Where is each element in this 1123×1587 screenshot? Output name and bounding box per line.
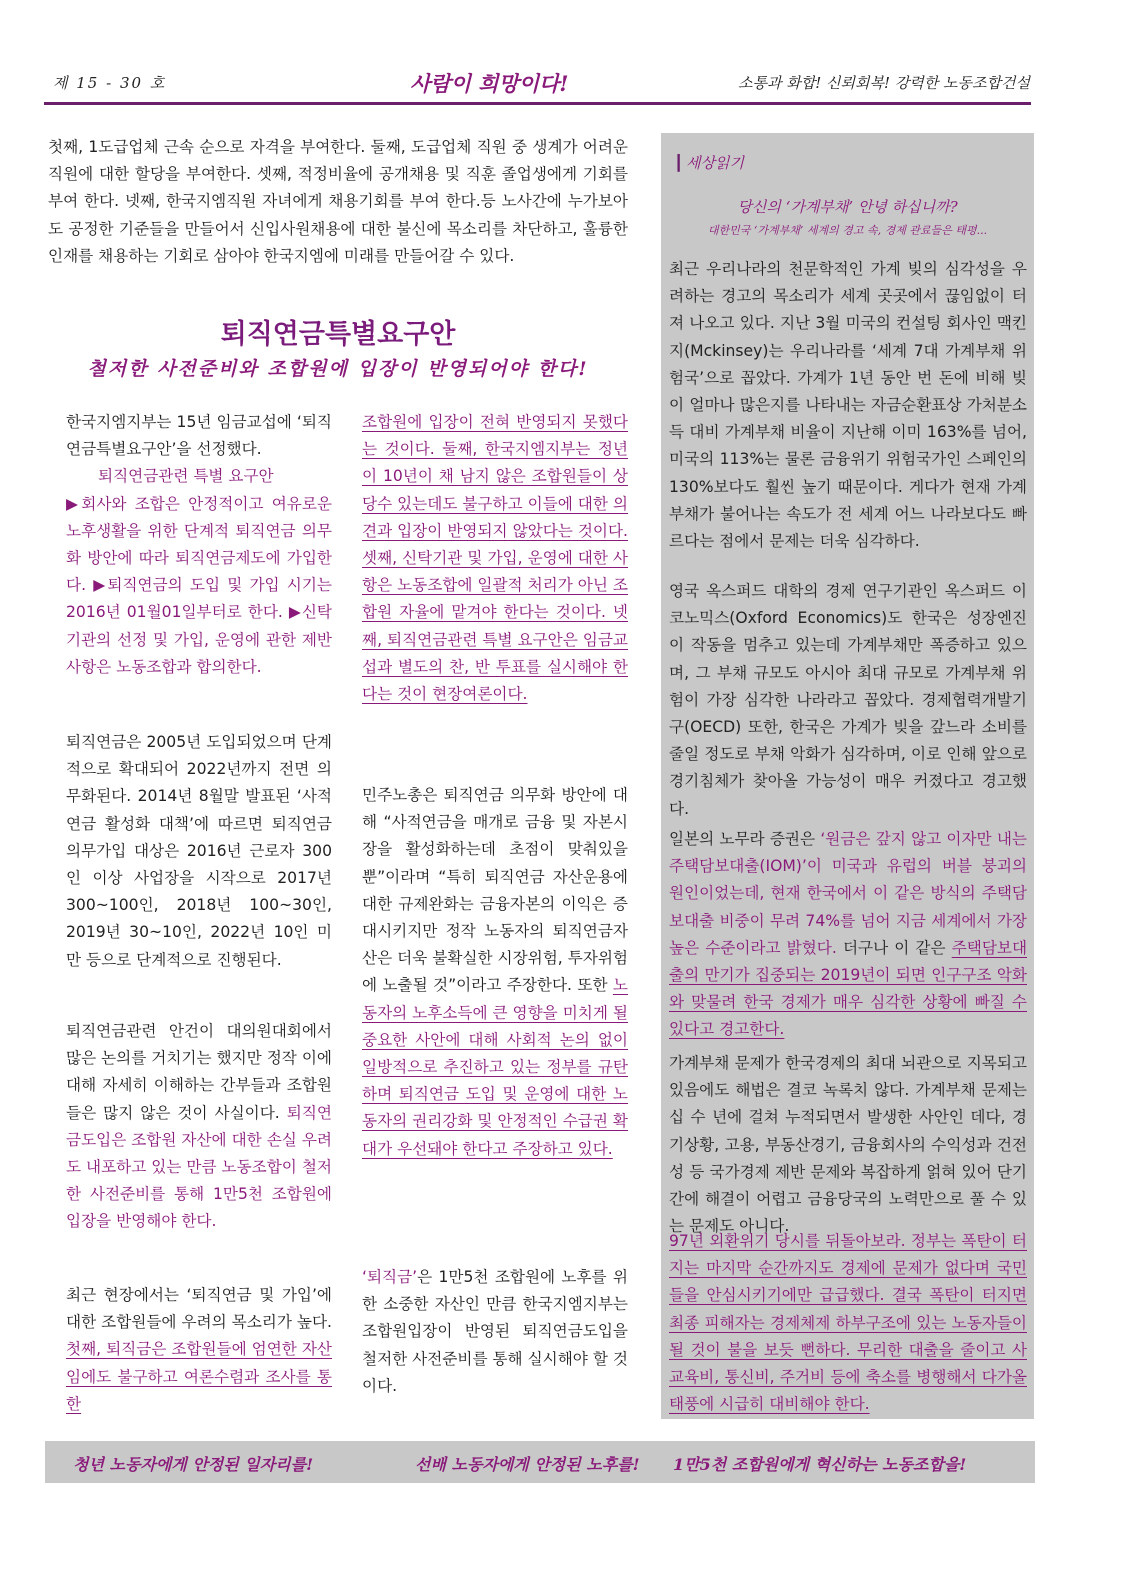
- highlight-text: ‘원금은 갚지 않고 이자만 내는 주택담보대출(IOM)’이 미국과 유럽의 버블 붕괴의 원인이었는데, 현재 한국에서 이 같은 방식의 주택담보대출 비중이 무려 74%를 넘어 지금 세계에서 가장 높은 수준이라고 밝혔다.: [669, 830, 1027, 957]
- paragraph: 퇴직연금은 2005년 도입되었으며 단계적으로 확대되어 2022년까지 전면 의무화된다. 2014년 8월말 발표된 ‘사적연금 활성화 대책’에 따르면 퇴직연금 의무가입 대상은 2016년 근로자 300인 이상 사업장을 시작으로 2017년 300~100인, 2018년 100~30인, 2019년 30~10인, 2022년 10인 미만 등으로 단계적으로 진행된다.: [66, 733, 332, 969]
- sidebar-paragraph: [669, 826, 1027, 1044]
- footer-slogan: 청년 노동자에게 안정된 일자리를!: [73, 1455, 314, 1474]
- footer-slogan: 선배 노동자에게 안정된 노후를!: [415, 1455, 640, 1474]
- paragraph-text: 퇴직연금관련 안건이 대의원대회에서 많은 논의를 거치기는 했지만 정작 이에 대해 자세히 이해하는 간부들과 조합원들은 많지 않은 것이 사실이다.: [66, 1022, 332, 1122]
- paragraph: [362, 409, 628, 708]
- underlined-text: 조합원에 입장이 전혀 반영되지 못했다는 것이다. 둘째, 한국지엠지부는 정년이 10년이 채 남지 않은 조합원들이 상당수 있는데도 불구하고 이들에 대한 의견과 입장이 반영되지 않았다는 것이다. 셋째, 신탁기관 및 가입, 운영에 대한 사항은 노동조합에 일괄적 처리가 아닌 조합원 자율에 맡겨야 한다는 것이다. 넷째, 퇴직연금관련 특별 요구안은 임금교섭과 별도의 찬, 반 투표를 실시해야 한다는 것이 현장여론이다.: [362, 413, 628, 704]
- bar-icon: ┃: [674, 154, 684, 172]
- paragraph: [66, 409, 332, 681]
- sidebar-title: 당신의 ‘가계부채’ 안녕 하십니까?: [737, 198, 958, 216]
- sidebar-subtitle: 대한민국 ‘가계부채’ 세계의 경고 속, 경제 관료들은 태평...: [707, 224, 988, 237]
- paragraph-text: 일본의 노무라 증권은: [669, 830, 816, 848]
- intro-paragraph: 첫째, 1도급업체 근속 순으로 자격을 부여한다. 둘째, 도급업체 직원 중 생계가 어려운 직원에 대한 할당을 부여한다. 셋째, 적정비율에 공개채용 및 직훈 졸업생에게 기회를 부여 한다. 넷째, 한국지엠직원 자녀에게 채용기회를 부여 한다.등 노사간에 누가보아도 공정한 기준들을 만들어서 신입사원채용에 대한 불신에 목소리를 차단하고, 훌륭한 인재를 채용하는 기회로 삼아야 한국지엠에 미래를 만들어갈 수 있다.: [48, 138, 628, 265]
- sidebar-label: ┃ 세상읽기: [674, 154, 744, 172]
- article-subtitle: 철저한 사전준비와 조합원에 입장이 반영되어야 한다!: [87, 358, 589, 380]
- paragraph-text: 더구나 이 같은: [842, 938, 946, 957]
- paragraph-text: 은 1만5천 조합원에 노후를 위한 소중한 자산인 만큼 한국지엠지부는 조합원입장이 반영된 퇴직연금도입을 철저한 사전준비를 통해 실시해야 할 것이다.: [362, 1268, 628, 1395]
- underlined-text: 주택담보대출의 만기가 집중되는 2019년이 되면 인구구조 악화와 맞물려 한국 경제가 매우 심각한 상황에 빠질 수 있다고 경고한다.: [669, 938, 1028, 1039]
- underlined-text: 노동자의 노후소득에 큰 영향을 미치게 될 중요한 사안에 대해 사회적 논의 없이 일방적으로 추진하고 있는 정부를 규탄하며 퇴직연금 도입 및 운영에 대한 노동자의 권리강화 및 안정적인 수급권 확대가 우선돼야 한다고 주장하고 있다.: [362, 976, 628, 1158]
- paragraph: [362, 782, 628, 1163]
- demand-text: ▶회사와 조합은 안정적이고 여유로운 노후생활을 위한 단계적 퇴직연금 의무화 방안에 따라 퇴직연금제도에 가입한다. ▶퇴직연금의 도입 및 가입 시기는 2016년 01월01일부터로 한다. ▶신탁기관의 선정 및 가입, 운영에 관한 제반사항은 노동조합과 합의한다.: [66, 494, 332, 676]
- demand-heading: 퇴직연금관련 특별 요구안: [98, 467, 274, 486]
- header-slogan: 소통과 화합! 신뢰회복! 강력한 노동조합건설: [738, 74, 1030, 92]
- paragraph-text: 최근 현장에서는 ‘퇴직연금 및 가입’에 대한 조합원들에 우려의 목소리가 높다.: [66, 1286, 332, 1332]
- sidebar-paragraph: [669, 1228, 1027, 1418]
- underlined-text: 첫째, 퇴직금은 조합원들에 엄연한 자산임에도 불구하고 여론수렴과 조사를 통한: [66, 1340, 332, 1413]
- paragraph-text: 한국지엠지부는 15년 임금교섭에 ‘퇴직연금특별요구안’을 선정했다.: [66, 413, 332, 459]
- article-title: 퇴직연금특별요구안: [220, 319, 456, 350]
- paragraph: [66, 1282, 332, 1418]
- issue-number: 제 15 - 30 호: [53, 74, 167, 92]
- underlined-text: 97년 외환위기 당시를 뒤돌아보라. 정부는 폭탄이 터지는 마지막 순간까지도 경제에 문제가 없다며 국민들을 안심시키기에만 급급했다. 결국 폭탄이 터지면 최종 피해자는 경제체제 하부구조에 있는 노동자들이 될 것이 불을 보듯 뻔하다. 무리한 대출을 줄이고 사교육비, 통신비, 주거비 등에 축소를 병행해서 다가올 태풍에 시급히 대비해야 한다.: [669, 1232, 1027, 1414]
- highlight-text: ‘퇴직금’: [362, 1268, 418, 1286]
- paragraph: [66, 1018, 332, 1236]
- sidebar-paragraph: 가계부채 문제가 한국경제의 최대 뇌관으로 지목되고 있음에도 해법은 결코 녹록치 않다. 가계부채 문제는 십 수 년에 걸쳐 누적되면서 발생한 사안인 데다, 경기상황, 고용, 부동산경기, 금융회사의 수익성과 건전성 등 국가경제 제반 문제와 복잡하게 얽혀 있어 단기간에 해결이 어렵고 금융당국의 노력만으로 풀 수 있는 문제도 아니다.: [669, 1054, 1027, 1236]
- newsletter-title: 사람이 희망이다!: [410, 71, 569, 96]
- page-header: [45, 68, 1030, 100]
- paragraph: [362, 1264, 628, 1400]
- footer-slogan: 1만5천 조합원에게 혁신하는 노동조합을!: [673, 1455, 967, 1474]
- sidebar-paragraph: 영국 옥스퍼드 대학의 경제 연구기관인 옥스퍼드 이코노믹스(Oxford Economics)도 한국은 성장엔진이 작동을 멈추고 있는데 가계부채만 폭증하고 있으며, 그 부채 규모도 아시아 최대 규모로 가계부채 위험이 가장 심각한 나라라고 꼽았다. 경제협력개발기구(OECD) 또한, 한국은 가계가 빚을 갚느라 소비를 줄일 정도로 부채 악화가 심각하며, 이로 인해 앞으로 경기침체가 찾아올 가능성이 매우 커졌다고 경고했다.: [669, 582, 1027, 818]
- header-divider: [44, 102, 1031, 105]
- highlight-text: 퇴직연금도입은 조합원 자산에 대한 손실 우려도 내포하고 있는 만큼 노동조합이 철저한 사전준비를 통해 1만5천 조합원에 입장을 반영해야 한다.: [66, 1103, 332, 1231]
- sidebar-paragraph: 최근 우리나라의 천문학적인 가계 빚의 심각성을 우려하는 경고의 목소리가 세계 곳곳에서 끊임없이 터져 나오고 있다. 지난 3월 미국의 컨설팅 회사인 맥킨지(Mckinsey)는 우리나라를 ‘세계 7대 가계부채 위험국’으로 꼽았다. 가계가 1년 동안 번 돈에 비해 빚이 얼마나 많은지를 나타내는 자금순환표상 가처분소득 대비 가계부채 비율이 지난해 이미 163%를 넘어, 미국의 113%는 물론 금융위기 위험국가인 스페인의 130%보다도 훨씬 높기 때문이다. 게다가 현재 가계부채가 불어나는 속도가 전 세계 어느 나라보다도 빠르다는 점에서 문제는 더욱 심각하다.: [669, 260, 1027, 551]
- footer-bar: [45, 1441, 1035, 1483]
- paragraph-text: 민주노총은 퇴직연금 의무화 방안에 대해 “사적연금을 매개로 금융 및 자본시장을 활성화하는데 초점이 맞춰있을 뿐”이라며 “특히 퇴직연금 자산운용에 대한 규제완화는 금융자본의 이익은 증대시키지만 정작 노동자의 퇴직연금자산은 더욱 불확실한 시장위험, 투자위험에 노출될 것”이라고 주장한다. 또한: [362, 786, 628, 995]
